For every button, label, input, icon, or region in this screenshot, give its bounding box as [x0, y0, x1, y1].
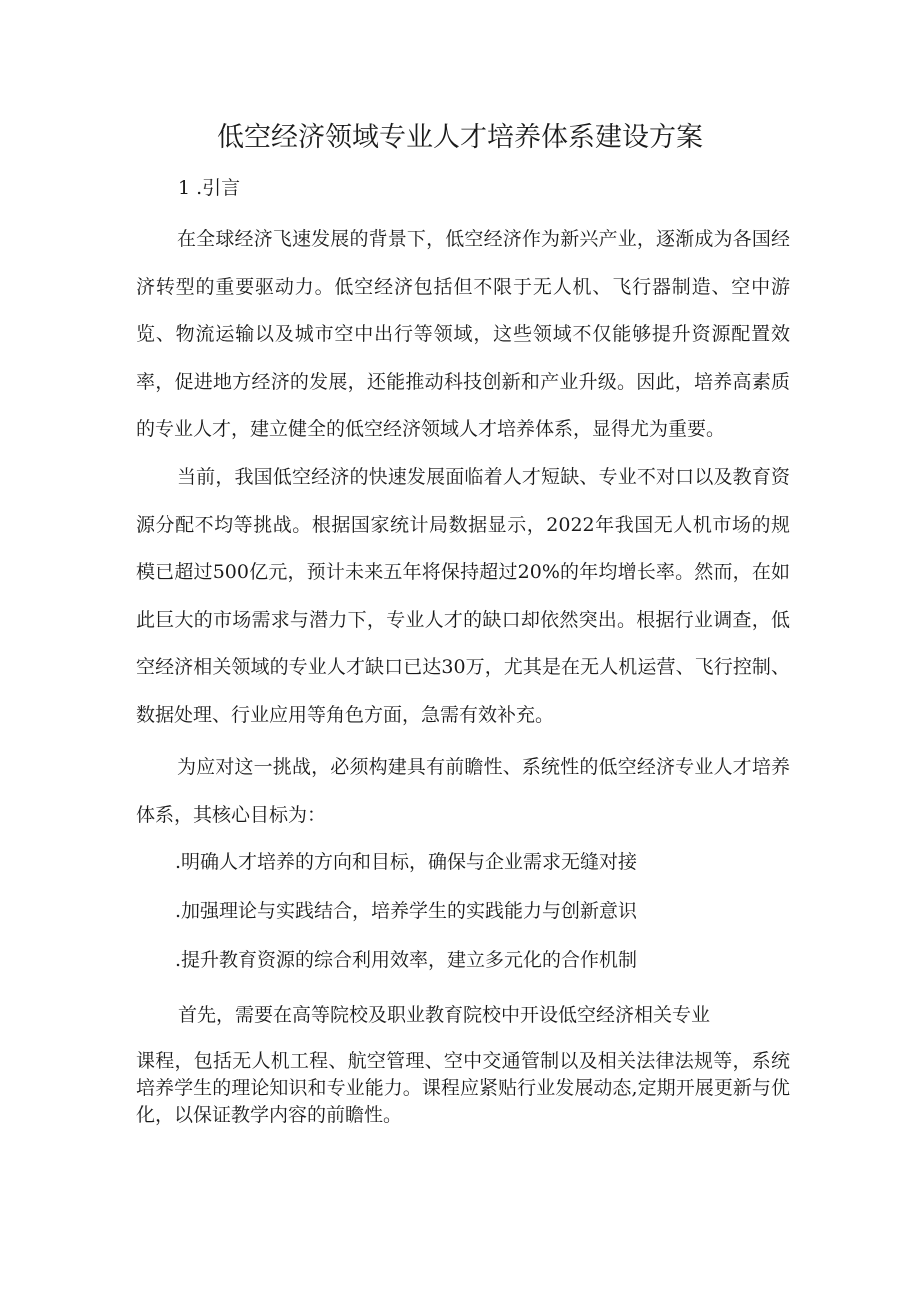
document-title: 低空经济领域专业人才培养体系建设方案 [217, 122, 703, 153]
section-heading: 1 .引言 [178, 177, 241, 199]
paragraph-goals: 为应对这一挑战，必须构建具有前瞻性、系统性的低空经济专业人才培养体系，其核心目标为： [136, 756, 790, 826]
bullet-item: .加强理论与实践结合，培养学生的实践能力与创新意识 [175, 900, 638, 922]
bullet-item: .明确人才培养的方向和目标，确保与企业需求无缝对接 [175, 851, 638, 873]
paragraph-current-state: 当前，我国低空经济的快速发展面临着人才短缺、专业不对口以及教育资源分配不均等挑战。根据国家统计局数据显示，2022年我国无人机市场的规模已超过500亿元，预计未来五年将保持超过20%的年均增长率。然而，在如此巨大的市场需求与潜力下，专业人才的缺口却依然突出。根据行业调查，低空经济相关领域的专业人才缺口已达30万，尤其是在无人机运营、飞行控制、数据处理、行业应用等角色方面，急需有效补充。 [136, 466, 790, 726]
paragraph-intro: 在全球经济飞速发展的背景下，低空经济作为新兴产业，逐渐成为各国经济转型的重要驱动力。低空经济包括但不限于无人机、飞行器制造、空中游览、物流运输以及城市空中出行等领域，这些领域不仅能够提升资源配置效率，促进地方经济的发展，还能推动科技创新和产业升级。因此，培养高素质的专业人才，建立健全的低空经济领域人才培养体系，显得尤为重要。 [136, 228, 790, 440]
bullet-item: .提升教育资源的综合利用效率，建立多元化的合作机制 [175, 949, 638, 971]
paragraph-first-step-lead: 首先，需要在高等院校及职业教育院校中开设低空经济相关专业 [178, 1004, 711, 1026]
paragraph-first-step-body: 课程，包括无人机工程、航空管理、空中交通管制以及相关法律法规等，系统培养学生的理论知识和专业能力。课程应紧贴行业发展动态,定期开展更新与优化，以保证教学内容的前瞻性。 [136, 1050, 790, 1126]
